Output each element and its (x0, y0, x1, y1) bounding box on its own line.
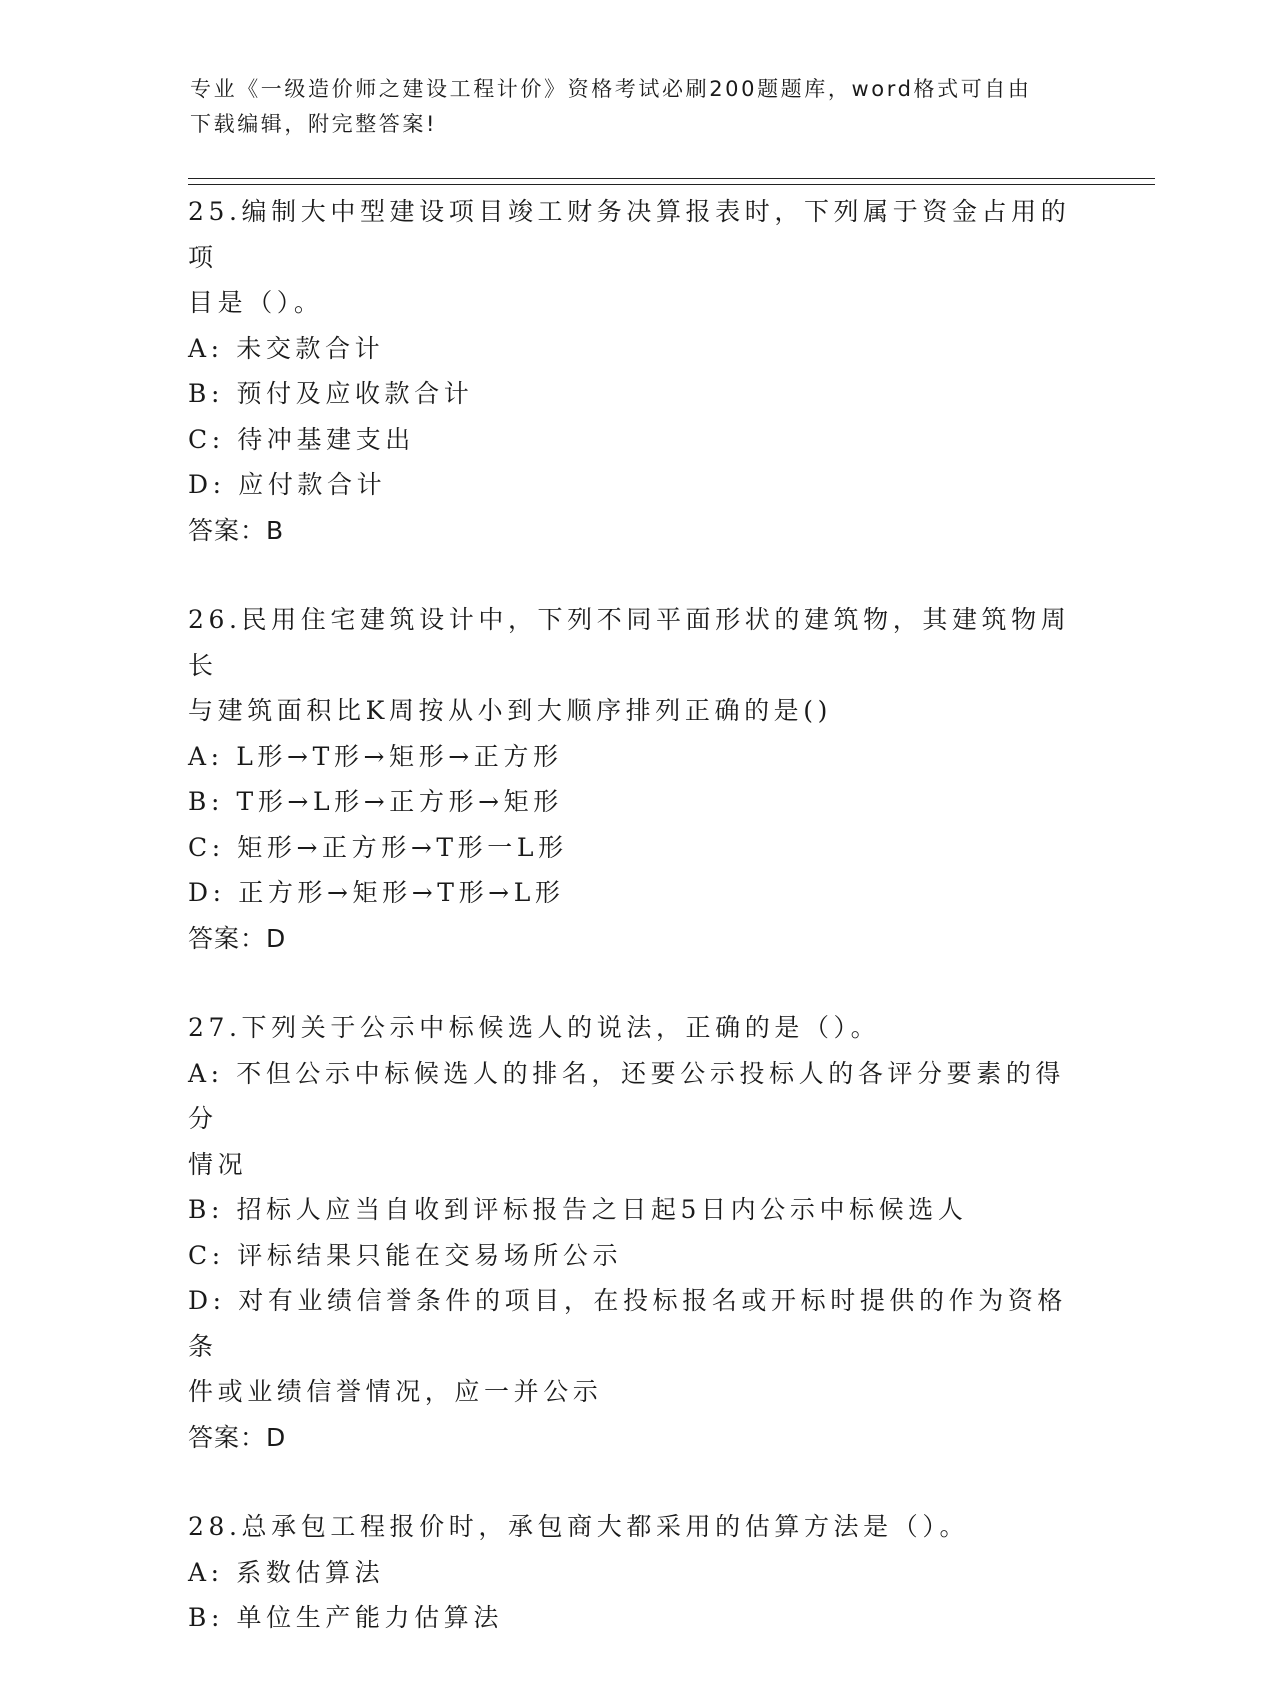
header-line: 下载编辑，附完整答案! (190, 112, 438, 136)
answer: 答案：D (188, 923, 287, 953)
question-stem-line: 25.编制大中型建设项目竣工财务决算报表时，下列属于资金占用的项 (188, 197, 1071, 272)
option-c: C: 矩形→正方形→T形一L形 (188, 832, 568, 862)
option-b: B: 招标人应当自收到评标报告之日起5日内公示中标候选人 (188, 1195, 968, 1224)
question-stem-line: 26.民用住宅建筑设计中，下列不同平面形状的建筑物，其建筑物周长 (188, 605, 1071, 680)
question-28 (188, 1504, 1088, 1641)
question-25 (188, 189, 1088, 553)
document-header (190, 72, 1070, 142)
question-26 (188, 597, 1088, 961)
header-divider (188, 178, 1155, 179)
option-d: D: 正方形→矩形→T形→L形 (188, 878, 565, 907)
header-divider (188, 184, 1155, 185)
question-stem-line: 目是（）。 (188, 288, 324, 317)
question-stem-line: 27.下列关于公示中标候选人的说法，正确的是（）。 (188, 1013, 881, 1042)
option-d-continued: 件或业绩信誉情况，应一并公示 (188, 1377, 603, 1406)
option-b: B: 单位生产能力估算法 (188, 1603, 503, 1632)
option-b: B: 预付及应收款合计 (188, 379, 474, 408)
option-a: A: L形→T形→矩形→正方形 (188, 741, 563, 771)
option-d: D: 对有业绩信誉条件的项目，在投标报名或开标时提供的作为资格条 (188, 1286, 1068, 1361)
option-a-continued: 情况 (188, 1149, 248, 1179)
option-c: C: 待冲基建支出 (188, 424, 415, 454)
question-list (188, 189, 1088, 1685)
question-stem-line: 与建筑面积比K周按从小到大顺序排列正确的是() (188, 696, 832, 725)
option-d: D: 应付款合计 (188, 470, 387, 499)
answer: 答案：B (188, 515, 285, 545)
question-stem-line: 28.总承包工程报价时，承包商大都采用的估算方法是（）。 (188, 1512, 970, 1541)
option-a: A: 系数估算法 (188, 1557, 385, 1587)
option-c: C: 评标结果只能在交易场所公示 (188, 1240, 623, 1270)
header-line: 专业《一级造价师之建设工程计价》资格考试必刷200题题库，word格式可自由 (190, 77, 1032, 101)
question-27 (188, 1005, 1088, 1460)
option-b: B: T形→L形→正方形→矩形 (188, 787, 563, 816)
option-a: A: 不但公示中标候选人的排名，还要公示投标人的各评分要素的得分 (188, 1058, 1066, 1133)
answer: 答案：D (188, 1422, 287, 1452)
option-a: A: 未交款合计 (188, 333, 385, 363)
